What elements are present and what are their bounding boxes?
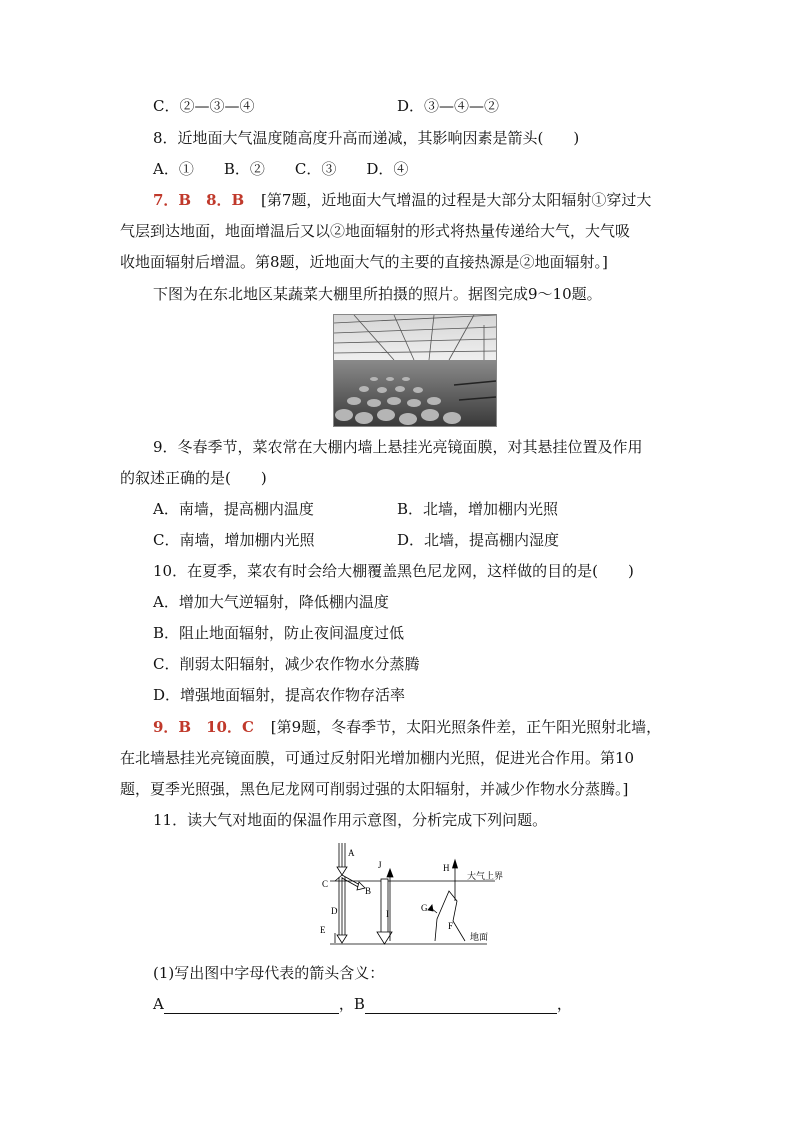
answer-7-8-line2: 气层到达地面，地面增温后又以②地面辐射的形式将热量传递给大气，大气吸 (120, 222, 631, 240)
answer-9-10-text: [第9题，冬春季节，太阳光照条件差，正午阳光照射北墙， (270, 718, 662, 736)
q7-option-d: D．③—④—② (397, 97, 500, 115)
q9-option-c: C．南墙，增加棚内光照 (153, 531, 315, 549)
answer-9-10 (153, 717, 661, 737)
q9-stem-line2: 的叙述正确的是( ) (120, 469, 267, 487)
q9-option-b: B．北墙，增加棚内光照 (397, 500, 559, 518)
answer-9-10-line3: 题，夏季光照强，黑色尼龙网可削弱过强的太阳辐射，并减少作物水分蒸腾。] (120, 780, 629, 798)
intro-9-10: 下图为在东北地区某蔬菜大棚里所拍摄的照片。据图完成9～10题。 (153, 285, 602, 303)
blank-end-comma: ， (556, 995, 572, 1013)
q10-option-d: D．增强地面辐射，提高农作物存活率 (153, 686, 406, 704)
label-h: H (443, 863, 450, 873)
q8-stem: 8．近地面大气温度随高度升高而递减，其影响因素是箭头( ) (153, 129, 580, 147)
arrow-a (337, 843, 347, 875)
q10-stem: 10．在夏季，菜农有时会给大棚覆盖黑色尼龙网，这样做的目的是( ) (153, 562, 634, 580)
q10-option-c: C．削弱太阳辐射，减少农作物水分蒸腾 (153, 655, 420, 673)
answer-7-8-label: 7．B 8．B (153, 191, 245, 209)
answer-9-10-line2: 在北墙悬挂光亮镜面膜，可通过反射阳光增加棚内光照，促进光合作用。第10 (120, 749, 635, 767)
label-f: F (448, 921, 454, 931)
q9-option-d: D．北墙，提高棚内湿度 (397, 531, 560, 549)
answer-9-10-label: 9．B 10．C (153, 718, 254, 736)
answer-7-8 (153, 190, 651, 210)
label-i: I (386, 909, 389, 919)
label-a: A (348, 848, 355, 858)
label-e: E (320, 925, 326, 935)
label-c: C (322, 879, 329, 889)
q9-option-a: A．南墙，提高棚内温度 (153, 500, 314, 518)
greenhouse-photo-image (334, 315, 496, 426)
arrow-c (335, 875, 342, 881)
blank-b-label: ，B (338, 995, 365, 1013)
q8-options: A．① B．② C．③ D．④ (153, 160, 409, 178)
arrow-h (453, 860, 458, 901)
label-atmosphere-top: 大气上界 (467, 871, 504, 881)
q7-option-c: C．②—③—④ (153, 97, 255, 115)
q11-stem: 11．读大气对地面的保温作用示意图，分析完成下列问题。 (153, 811, 548, 829)
blank-a-label: A (153, 995, 164, 1013)
label-d: D (331, 906, 338, 916)
arrow-d (337, 877, 347, 943)
q10-option-b: B．阻止地面辐射，防止夜间温度过低 (153, 624, 405, 642)
q11-blanks (153, 994, 572, 1014)
label-ground: 地面 (470, 932, 489, 942)
arrow-f-g (428, 891, 465, 941)
blank-a-field[interactable] (164, 998, 339, 1014)
q9-stem-line1: 9．冬春季节，菜农常在大棚内墙上悬挂光亮镜面膜，对其悬挂位置及作用 (153, 438, 643, 456)
blank-b-field[interactable] (365, 998, 557, 1014)
label-g: G (421, 903, 428, 913)
greenhouse-effect-diagram (315, 841, 504, 953)
arrow-b (342, 875, 365, 890)
q11-sub1: (1)写出图中字母代表的箭头含义： (153, 964, 385, 982)
q10-option-a: A．增加大气逆辐射，降低棚内温度 (153, 593, 389, 611)
diagram-svg (315, 841, 504, 953)
label-b: B (365, 886, 372, 896)
greenhouse-photo (333, 314, 497, 427)
answer-7-8-text: [第7题，近地面大气增温的过程是大部分太阳辐射①穿过大 (261, 191, 652, 209)
answer-7-8-line3: 收地面辐射后增温。第8题，近地面大气的主要的直接热源是②地面辐射。] (120, 253, 608, 271)
label-j: J (378, 860, 382, 870)
